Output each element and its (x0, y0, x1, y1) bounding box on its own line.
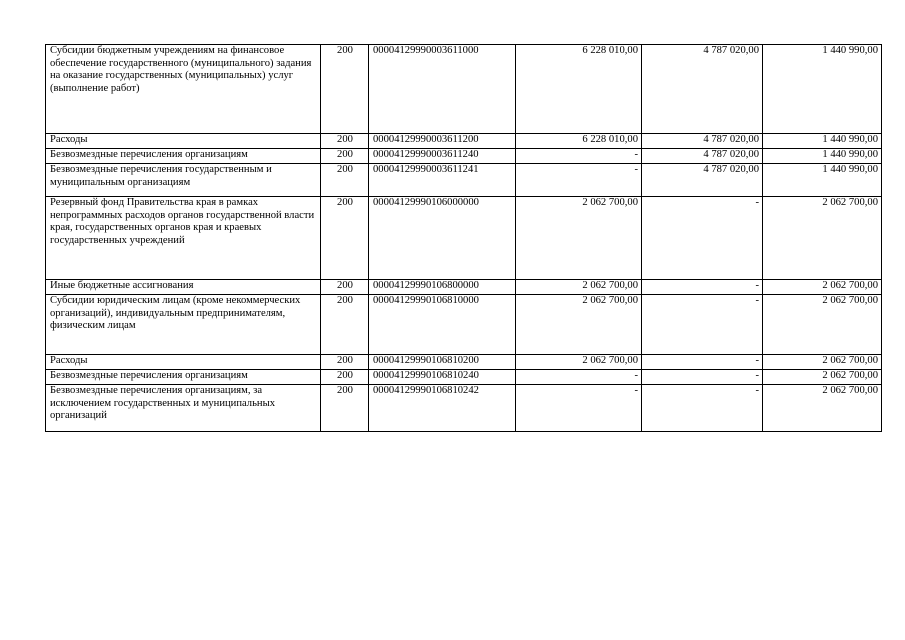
row-approved: - (516, 164, 642, 197)
row-kbk: 00004129990003611241 (369, 164, 516, 197)
row-name: Расходы (46, 134, 321, 149)
row-remaining: 2 062 700,00 (763, 197, 882, 280)
table-row (46, 355, 882, 370)
row-remaining: 2 062 700,00 (763, 295, 882, 355)
row-remaining: 2 062 700,00 (763, 355, 882, 370)
row-approved: - (516, 385, 642, 432)
table-row (46, 164, 882, 197)
row-name: Резервный фонд Правительства края в рамках непрограммных расходов органов государственной власти края, государственных органов края и краевых государственных учреждений (46, 197, 321, 280)
row-kbk: 00004129990106810242 (369, 385, 516, 432)
row-name: Субсидии бюджетным учреждениям на финансовое обеспечение государственного (муниципального) задания на оказание государственных (муниципальных) услуг (выполнение работ) (46, 45, 321, 134)
table-row (46, 280, 882, 295)
table-row (46, 134, 882, 149)
row-kbk: 00004129990106000000 (369, 197, 516, 280)
row-code: 200 (321, 385, 369, 432)
row-code: 200 (321, 149, 369, 164)
row-kbk: 00004129990106800000 (369, 280, 516, 295)
row-kbk: 00004129990003611240 (369, 149, 516, 164)
row-approved: 2 062 700,00 (516, 355, 642, 370)
row-code: 200 (321, 355, 369, 370)
row-name: Безвозмездные перечисления организациям, за исключением государственных и муниципальных организаций (46, 385, 321, 432)
row-remaining: 2 062 700,00 (763, 280, 882, 295)
table-row (46, 45, 882, 134)
row-name: Безвозмездные перечисления организациям (46, 149, 321, 164)
row-code: 200 (321, 370, 369, 385)
row-kbk: 00004129990106810200 (369, 355, 516, 370)
row-code: 200 (321, 164, 369, 197)
row-approved: - (516, 149, 642, 164)
row-remaining: 1 440 990,00 (763, 149, 882, 164)
row-executed: 4 787 020,00 (642, 134, 763, 149)
row-kbk: 00004129990003611000 (369, 45, 516, 134)
row-executed: - (642, 197, 763, 280)
row-executed: 4 787 020,00 (642, 164, 763, 197)
row-remaining: 1 440 990,00 (763, 134, 882, 149)
row-code: 200 (321, 197, 369, 280)
row-remaining: 2 062 700,00 (763, 385, 882, 432)
row-executed: - (642, 355, 763, 370)
row-approved: 2 062 700,00 (516, 295, 642, 355)
row-remaining: 1 440 990,00 (763, 164, 882, 197)
row-approved: 6 228 010,00 (516, 45, 642, 134)
table-row (46, 370, 882, 385)
row-code: 200 (321, 45, 369, 134)
table-row (46, 149, 882, 164)
row-approved: 2 062 700,00 (516, 280, 642, 295)
row-kbk: 00004129990106810000 (369, 295, 516, 355)
row-executed: - (642, 295, 763, 355)
row-approved: 2 062 700,00 (516, 197, 642, 280)
row-executed: - (642, 370, 763, 385)
table-row (46, 295, 882, 355)
row-name: Безвозмездные перечисления государственным и муниципальным организациям (46, 164, 321, 197)
row-approved: 6 228 010,00 (516, 134, 642, 149)
row-remaining: 1 440 990,00 (763, 45, 882, 134)
row-kbk: 00004129990106810240 (369, 370, 516, 385)
row-code: 200 (321, 134, 369, 149)
row-name: Иные бюджетные ассигнования (46, 280, 321, 295)
row-name: Субсидии юридическим лицам (кроме некоммерческих организаций), индивидуальным предпринимателям, физическим лицам (46, 295, 321, 355)
row-code: 200 (321, 280, 369, 295)
table-row (46, 385, 882, 432)
row-code: 200 (321, 295, 369, 355)
row-approved: - (516, 370, 642, 385)
row-executed: 4 787 020,00 (642, 45, 763, 134)
row-name: Безвозмездные перечисления организациям (46, 370, 321, 385)
row-executed: - (642, 385, 763, 432)
row-kbk: 00004129990003611200 (369, 134, 516, 149)
row-executed: 4 787 020,00 (642, 149, 763, 164)
row-remaining: 2 062 700,00 (763, 370, 882, 385)
row-executed: - (642, 280, 763, 295)
budget-execution-table (45, 44, 882, 432)
table-row (46, 197, 882, 280)
row-name: Расходы (46, 355, 321, 370)
